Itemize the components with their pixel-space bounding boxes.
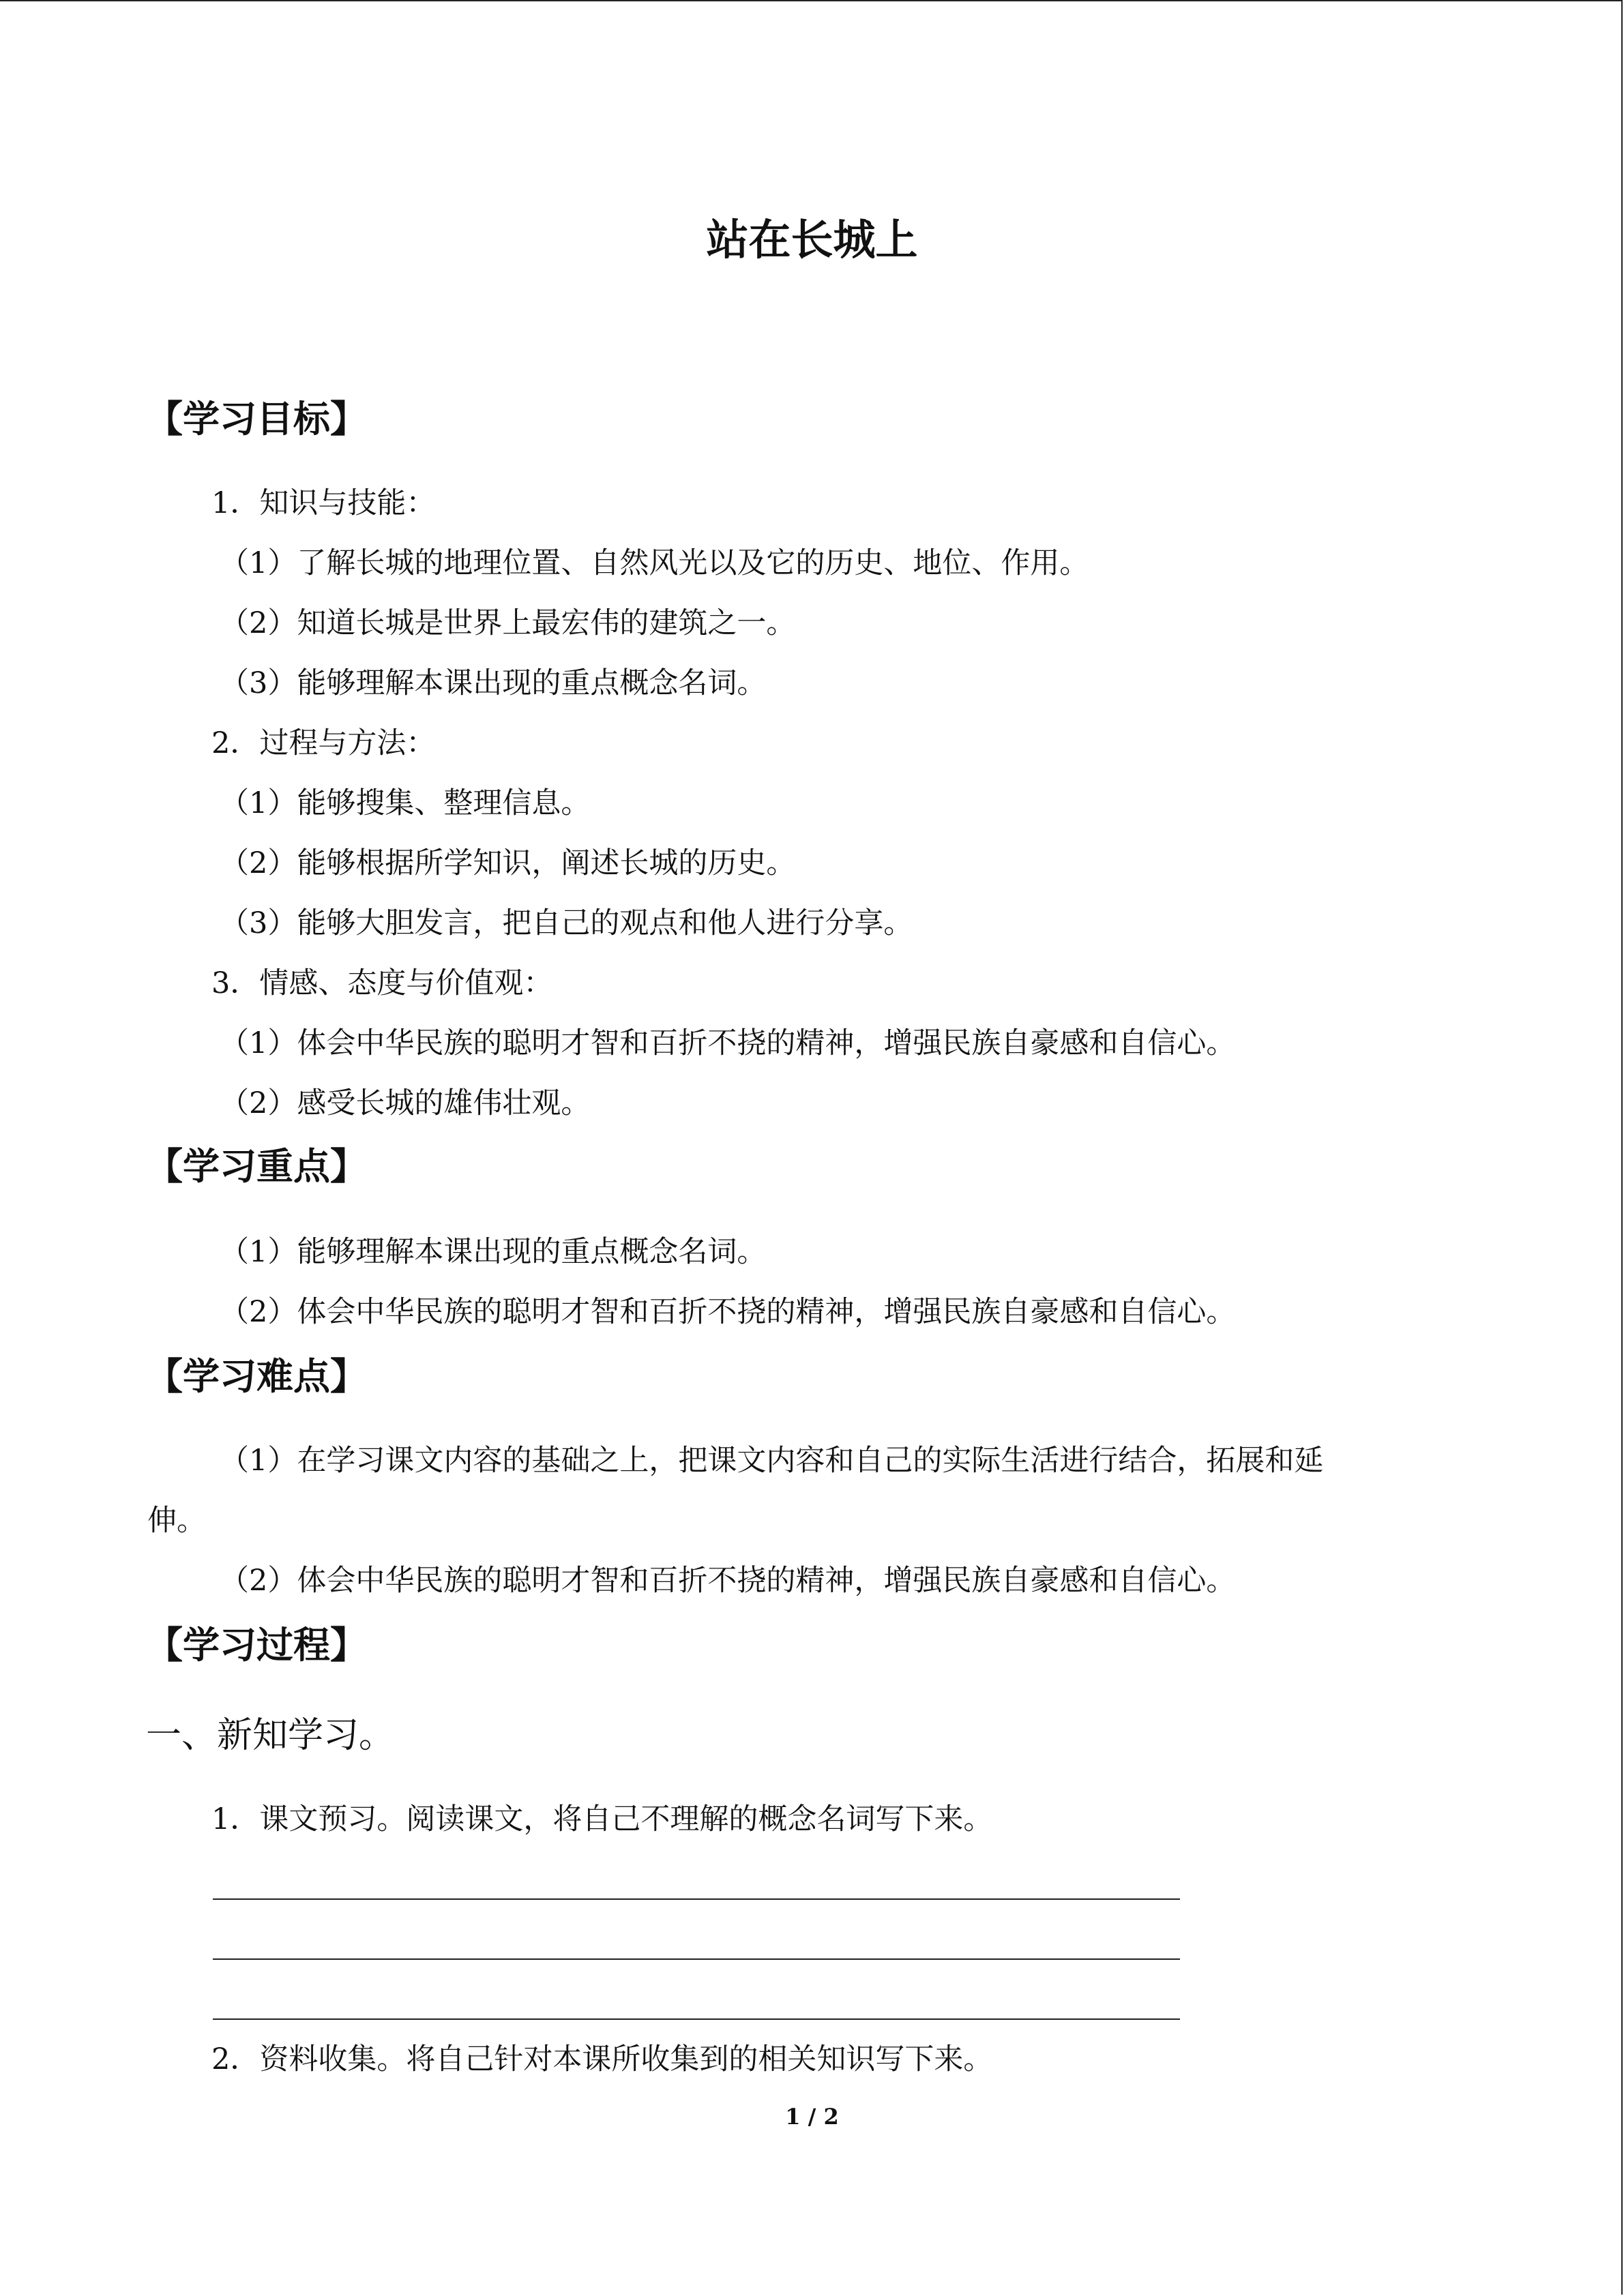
goals-item: 2．过程与方法：: [211, 726, 436, 760]
goals-item: 1．知识与技能：: [211, 486, 436, 520]
process-heading: 【学习过程】: [146, 1624, 367, 1667]
difficulties-item: （2）体会中华民族的聪明才智和百折不挠的精神，增强民族自豪感和自信心。: [220, 1564, 1236, 1598]
answer-blank-line[interactable]: [213, 2018, 1180, 2020]
goals-item: （3）能够大胆发言，把自己的观点和他人进行分享。: [220, 906, 913, 940]
goals-item: （1）了解长城的地理位置、自然风光以及它的历史、地位、作用。: [220, 546, 1089, 580]
answer-blank-line[interactable]: [213, 1958, 1180, 1960]
difficulties-heading: 【学习难点】: [146, 1355, 367, 1398]
key-points-item: （2）体会中华民族的聪明才智和百折不挠的精神，增强民族自豪感和自信心。: [220, 1295, 1236, 1329]
goals-heading: 【学习目标】: [146, 398, 367, 441]
goals-item: （2）能够根据所学知识，阐述长城的历史。: [220, 846, 796, 880]
goals-item: （2）知道长城是世界上最宏伟的建筑之一。: [220, 606, 796, 640]
goals-item: （2）感受长城的雄伟壮观。: [220, 1086, 591, 1120]
section-title: 一、新知学习。: [146, 1715, 395, 1756]
goals-item: （3）能够理解本课出现的重点概念名词。: [220, 666, 767, 700]
key-points-item: （1）能够理解本课出现的重点概念名词。: [220, 1235, 767, 1269]
answer-blank-line[interactable]: [213, 1898, 1180, 1900]
goals-item: （1）体会中华民族的聪明才智和百折不挠的精神，增强民族自豪感和自信心。: [220, 1026, 1236, 1060]
task-text: 1．课文预习。阅读课文，将自己不理解的概念名词写下来。: [211, 1802, 993, 1836]
difficulties-item-line: （1）在学习课文内容的基础之上，把课文内容和自己的实际生活进行结合，拓展和延: [220, 1444, 1324, 1478]
key-points-heading: 【学习重点】: [146, 1145, 367, 1188]
page-number: 1 / 2: [785, 2104, 839, 2130]
goals-item: 3．情感、态度与价值观：: [211, 966, 553, 1000]
difficulties-item-line: 伸。: [147, 1504, 206, 1538]
goals-item: （1）能够搜集、整理信息。: [220, 786, 591, 820]
document-title: 站在长城上: [706, 215, 918, 265]
task-text: 2．资料收集。将自己针对本课所收集到的相关知识写下来。: [211, 2042, 993, 2076]
